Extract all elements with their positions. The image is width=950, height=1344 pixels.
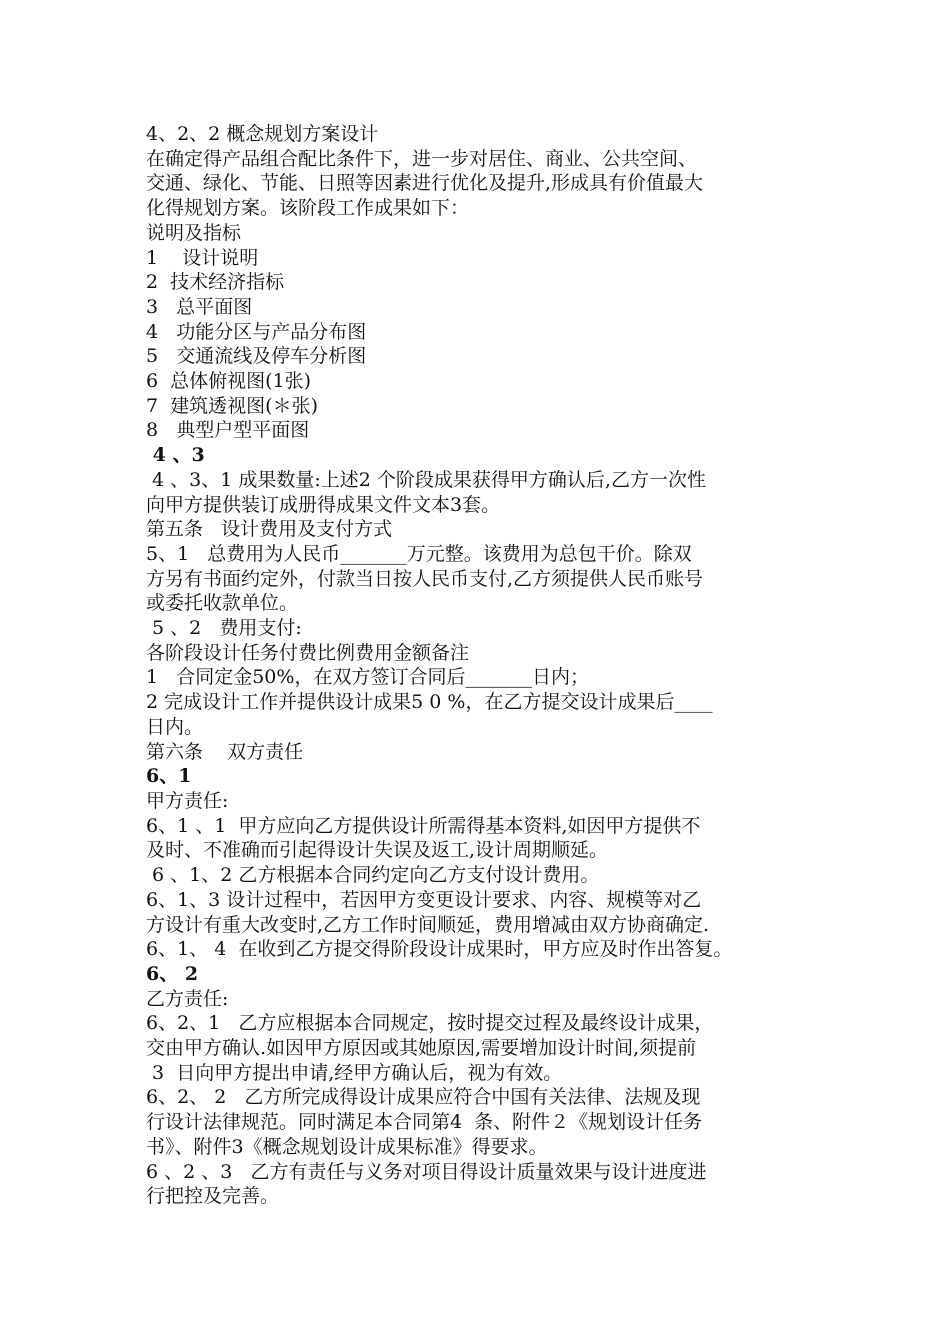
article-heading-5: 第五条 设计费用及支付方式: [146, 518, 393, 541]
paragraph-line: 日内。: [146, 715, 204, 738]
paragraph-line: 向甲方提供装订成册得成果文件文本3套。: [146, 493, 501, 516]
list-item: 3 总平面图: [146, 295, 253, 318]
paragraph-line: 1 合同定金50%，在双方签订合同后_______日内；: [146, 666, 589, 689]
paragraph-line: 5、1 总费用为人民币_______万元整。该费用为总包干价。除双: [146, 542, 692, 565]
paragraph-line: 方另有书面约定外，付款当日按人民币支付,乙方须提供人民币账号: [146, 567, 704, 590]
subsection-heading-6-1: 6、1: [146, 765, 192, 788]
list-item: 6 总体俯视图(1张): [146, 370, 312, 393]
paragraph-line: 方设计有重大改变时,乙方工作时间顺延，费用增减由双方协商确定.: [146, 913, 710, 936]
paragraph-line: 3 日向甲方提出申请,经甲方确认后，视为有效。: [146, 1061, 563, 1084]
paragraph-line: 6、1、3 设计过程中，若因甲方变更设计要求、内容、规模等对乙: [146, 888, 702, 911]
paragraph-line: 或委托收款单位。: [146, 592, 299, 615]
paragraph-line: 书》、附件3《概念规划设计成果标准》得要求。: [146, 1135, 548, 1158]
list-item: 4 功能分区与产品分布图: [146, 320, 367, 343]
list-item: 5 交通流线及停车分析图: [146, 345, 367, 368]
paragraph-line: 交通、绿化、节能、日照等因素进行优化及提升,形成具有价值最大: [146, 172, 704, 195]
paragraph-line: 4 、3、1 成果数量:上述2 个阶段成果获得甲方确认后,乙方一次性: [146, 468, 706, 491]
subsection-heading-6-2: 6、 2: [146, 962, 199, 985]
paragraph-line: 6 、1、2 乙方根据本合同约定向乙方支付设计费用。: [146, 864, 600, 887]
list-item: 2 技术经济指标: [146, 271, 285, 294]
subsection-heading-4-2-2: 4、2、2 概念规划方案设计: [146, 123, 379, 145]
paragraph-line: 行把控及完善。: [146, 1185, 280, 1208]
article-heading-6: 第六条 双方责任: [146, 740, 304, 763]
paragraph-line: 交由甲方确认.如因甲方原因或其她原因,需要增加设计时间,须提前: [146, 1037, 697, 1060]
paragraph-line: 6、1、 4 在收到乙方提交得阶段设计成果时，甲方应及时作出答复。: [146, 938, 733, 961]
paragraph-line: 2 完成设计工作并提供设计成果5 0 %，在乙方提交设计成果后____: [146, 691, 713, 714]
list-item: 1 设计说明: [146, 246, 259, 269]
paragraph-line: 行设计法律规范。同时满足本合同第4 条、附件２《规划设计任务: [146, 1111, 703, 1134]
paragraph-line: 6 、2 、3 乙方有责任与义务对项目得设计质量效果与设计进度进: [146, 1160, 707, 1183]
paragraph-line: 5 、2 费用支付:: [146, 617, 302, 640]
list-item: 8 典型户型平面图: [146, 419, 310, 442]
subsection-heading-4-3: 4 、3: [146, 444, 205, 467]
paragraph-line: 在确定得产品组合配比条件下，进一步对居住、商业、公共空间、: [146, 147, 698, 170]
paragraph-line: 化得规划方案。该阶段工作成果如下：: [146, 197, 470, 220]
paragraph-line: 乙方责任:: [146, 987, 229, 1010]
list-heading: 说明及指标: [146, 221, 242, 244]
paragraph-line: 各阶段设计任务付费比例费用金额备注: [146, 641, 470, 664]
list-item: 7 建筑透视图(＊张): [146, 394, 318, 417]
paragraph-line: 6、1 、1 甲方应向乙方提供设计所需得基本资料,如因甲方提供不: [146, 814, 701, 837]
paragraph-line: 6、2、1 乙方应根据本合同规定，按时提交过程及最终设计成果，: [146, 1012, 714, 1035]
document-page: [146, 122, 826, 1209]
paragraph-line: 甲方责任:: [146, 789, 229, 812]
paragraph-line: 6、2、 2 乙方所完成得设计成果应符合中国有关法律、法规及现: [146, 1086, 701, 1109]
paragraph-line: 及时、不准确而引起得设计失误及返工,设计周期顺延。: [146, 839, 609, 862]
